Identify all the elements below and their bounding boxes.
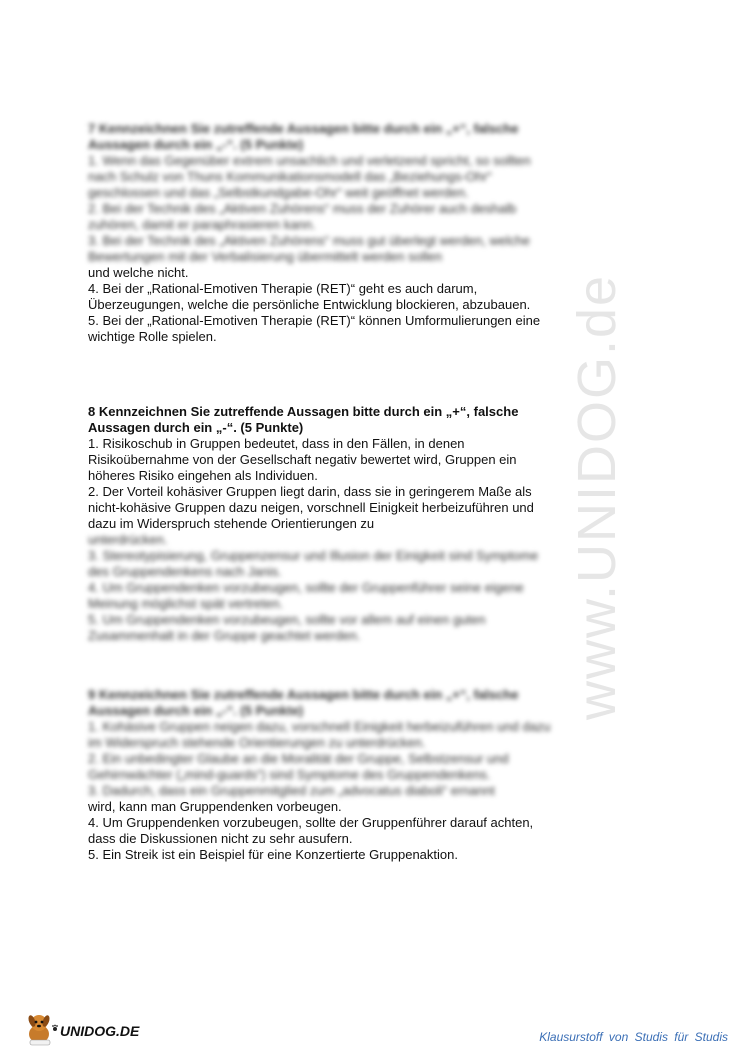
- question-8-statement-4: 4. Um Gruppendenken vorzubeugen, sollte der Gruppenführer seine eigene Meinung möglichst spät vertreten.: [88, 580, 524, 611]
- watermark: www.UNIDOG.de: [567, 273, 627, 720]
- question-7: [88, 121, 558, 345]
- question-8-statement-3: 3. Stereotypisierung, Gruppenzensur und Illusion der Einigkeit sind Symptome des Gruppendenkens nach Janis.: [88, 548, 539, 579]
- question-8-statement-2: 2. Der Vorteil kohäsiver Gruppen liegt darin, dass sie in geringerem Maße als nicht-kohäsive Gruppen dazu neigen, vorschnell Einigkeit herbeizuführen und dazu im Widerspruch stehende Orientierungen zu: [88, 484, 534, 531]
- question-7-statement-1: 1. Wenn das Gegenüber extrem unsachlich und verletzend spricht, so sollten nach Schulz von Thuns Kommunikationsmodell das „Beziehungs-Ohr“ geschlossen und das „Selbstkundgabe-Ohr“ weit geöffnet werden.: [88, 153, 531, 200]
- logo-wordmark: UNIDOG.DE: [60, 1023, 140, 1039]
- question-8-blurred-part: [88, 532, 558, 644]
- question-9-visible-part: [88, 799, 558, 863]
- question-7-statement-3: 3. Bei der Technik des „Aktiven Zuhörens“ muss gut überlegt werden, welche Bewertungen mit der Verbalisierung übermittelt werden sollen: [88, 233, 530, 264]
- question-9-statement-3-end: wird, kann man Gruppendenken vorbeugen.: [88, 799, 342, 814]
- question-9-statement-3: 3. Dadurch, dass ein Gruppenmitglied zum „advocatus diaboli“ ernannt: [88, 783, 495, 798]
- question-9-statement-1: 1. Kohäsive Gruppen neigen dazu, vorschnell Einigkeit herbeizuführen und dazu im Widerspruch stehende Orientierungen zu unterdrücken.: [88, 719, 551, 750]
- paw-icon: [52, 1025, 58, 1031]
- question-7-blurred-part: [88, 121, 558, 265]
- question-8-statement-2-end: unterdrücken.: [88, 532, 168, 547]
- question-7-statement-2: 2. Bei der Technik des „Aktiven Zuhörens“ muss der Zuhörer auch deshalb zuhören, damit er paraphrasieren kann.: [88, 201, 517, 232]
- question-8-visible-part: [88, 404, 558, 532]
- unidog-logo[interactable]: [22, 1008, 152, 1048]
- question-7-visible-part: [88, 265, 558, 345]
- question-7-statement-3-end: und welche nicht.: [88, 265, 189, 280]
- question-9: [88, 687, 558, 863]
- question-9-heading: 9 Kennzeichnen Sie zutreffende Aussagen bitte durch ein „+“, falsche Aussagen durch ein „-“. (5 Punkte): [88, 687, 519, 718]
- question-9-statement-4: 4. Um Gruppendenken vorzubeugen, sollte der Gruppenführer darauf achten, dass die Diskussionen nicht zu sehr ausufern.: [88, 815, 534, 846]
- question-9-blurred-part: [88, 687, 558, 799]
- dog-mascot-icon: [27, 1014, 51, 1045]
- question-9-statement-5: 5. Ein Streik ist ein Beispiel für eine Konzertierte Gruppenaktion.: [88, 847, 458, 862]
- question-8-statement-5: 5. Um Gruppendenken vorzubeugen, sollte vor allem auf einen guten Zusammenhalt in der Gruppe geachtet werden.: [88, 612, 486, 643]
- question-9-statement-2: 2. Ein unbedingter Glaube an die Moralität der Gruppe, Selbstzensur und Gehirnwächter („mind-guards“) sind Symptome des Gruppendenkens.: [88, 751, 509, 782]
- question-7-heading: 7 Kennzeichnen Sie zutreffende Aussagen bitte durch ein „+“, falsche Aussagen durch ein „-“. (5 Punkte): [88, 121, 519, 152]
- footer-tagline: Klausurstoff von Studis für Studis: [539, 1030, 728, 1044]
- question-8-heading: 8 Kennzeichnen Sie zutreffende Aussagen bitte durch ein „+“, falsche Aussagen durch ein „-“. (5 Punkte): [88, 404, 519, 435]
- question-8-statement-1: 1. Risikoschub in Gruppen bedeutet, dass in den Fällen, in denen Risikoübernahme von der Gesellschaft negativ bewertet wird, Gruppen ein höheres Risiko eingehen als Individuen.: [88, 436, 517, 483]
- question-7-statement-5: 5. Bei der „Rational-Emotiven Therapie (RET)“ können Umformulierungen eine wichtige Rolle spielen.: [88, 313, 541, 344]
- question-7-statement-4: 4. Bei der „Rational-Emotiven Therapie (RET)“ geht es auch darum, Überzeugungen, welche die persönliche Entwicklung blockieren, abzubauen.: [88, 281, 531, 312]
- question-8: [88, 404, 558, 644]
